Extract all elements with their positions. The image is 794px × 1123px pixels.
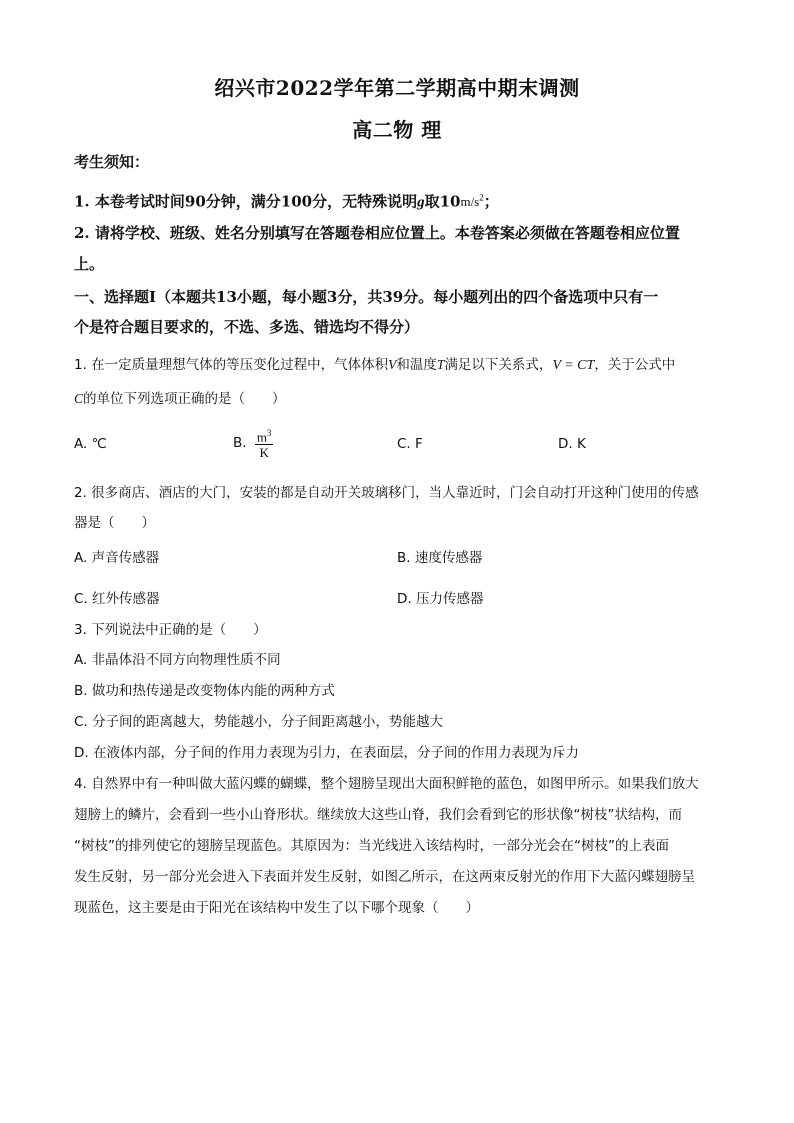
notice-item-2-line-2: 上。 [74, 255, 105, 273]
q1-option-a: A. ℃ [74, 436, 107, 452]
q1-option-b [233, 426, 273, 460]
q1-text-d: ，关于公式中 [594, 357, 676, 373]
exam-title: 绍兴市2022学年第二学期高中期末调测 [214, 76, 580, 100]
notice-heading: 考生须知： [74, 153, 150, 171]
q1-stem-line-1 [74, 355, 724, 376]
q1-text-e: 的单位下列选项正确的是（ ） [83, 391, 286, 407]
var-t: T [436, 357, 445, 372]
notice-item-1-mid: 取10 [424, 192, 461, 211]
q1-text-b: 和温度 [396, 357, 437, 373]
q1-option-d: D. K [558, 436, 586, 452]
gravity-symbol: g [417, 194, 425, 211]
notice-item-1 [74, 188, 724, 212]
q3-option-d: D. 在液体内部，分子间的作用力表现为引力，在表面层，分子间的作用力表现为斥力 [74, 745, 579, 761]
q4-stem-line-2: 翅膀上的鳞片，会看到一些小山脊形状。继续放大这些山脊，我们会看到它的形状像“树枝”状结构，而 [74, 807, 682, 823]
q2-option-b: B. 速度传感器 [397, 550, 483, 566]
q1-formula: V = CT [552, 358, 595, 373]
q3-stem: 3. 下列说法中正确的是（ ） [74, 622, 267, 638]
q3-option-c: C. 分子间的距离越大，势能越小，分子间距离越小，势能越大 [74, 714, 444, 730]
q1-option-c: C. F [397, 436, 423, 452]
q4-stem-line-1: 4. 自然界中有一种叫做大蓝闪蝶的蝴蝶，整个翅膀呈现出大面积鲜艳的蓝色，如图甲所示。如果我们放大 [74, 776, 699, 792]
q2-stem-line-1: 2. 很多商店、酒店的大门，安装的都是自动开关玻璃移门，当人靠近时，门会自动打开这种门使用的传感 [74, 485, 699, 501]
q1-stem-line-2 [74, 389, 724, 409]
q4-stem-line-5: 现蓝色，这主要是由于阳光在该结构中发生了以下哪个现象（ ） [74, 900, 479, 916]
notice-item-1-text: 1. 本卷考试时间90分钟，满分100分，无特殊说明 [74, 192, 418, 211]
notice-item-1-end: ； [483, 192, 499, 211]
section-1-heading-line-1: 一、选择题Ⅰ（本题共13小题，每小题3分，共39分。每小题列出的四个备选项中只有一 [74, 288, 659, 306]
q1-option-b-fraction: $\frac{m^3}{K}$ [256, 428, 272, 461]
var-v: V [388, 357, 397, 372]
q3-option-a: A. 非晶体沿不同方向物理性质不同 [74, 652, 281, 668]
q4-stem-line-3: “树枝”的排列使它的翅膀呈现蓝色。其原因为：当光线进入该结构时，一部分光会在“树枝”的上表面 [74, 838, 669, 854]
q1-text-a: 1. 在一定质量理想气体的等压变化过程中，气体体积 [74, 357, 389, 373]
unit-text: $m/s^2$ [460, 193, 484, 210]
q2-option-a: A. 声音传感器 [74, 550, 160, 566]
q1-option-b-label: B. [233, 435, 247, 452]
q4-stem-line-4: 发生反射，另一部分光会进入下表面并发生反射，如图乙所示，在这两束反射光的作用下大蓝闪蝶翅膀呈 [74, 869, 695, 885]
exam-subject: 高二物 理 [352, 118, 442, 142]
var-c: C [74, 391, 84, 406]
q2-stem-line-2: 器是（ ） [74, 515, 155, 531]
q2-option-c: C. 红外传感器 [74, 591, 160, 607]
q3-option-b: B. 做功和热传递是改变物体内能的两种方式 [74, 683, 335, 699]
q2-option-d: D. 压力传感器 [397, 591, 484, 607]
q1-text-c: 满足以下关系式， [444, 357, 553, 373]
section-1-heading-line-2: 个是符合题目要求的，不选、多选、错选均不得分） [74, 318, 420, 336]
notice-item-2-line-1: 2. 请将学校、班级、姓名分别填写在答题卷相应位置上。本卷答案必须做在答题卷相应位置 [74, 224, 680, 242]
